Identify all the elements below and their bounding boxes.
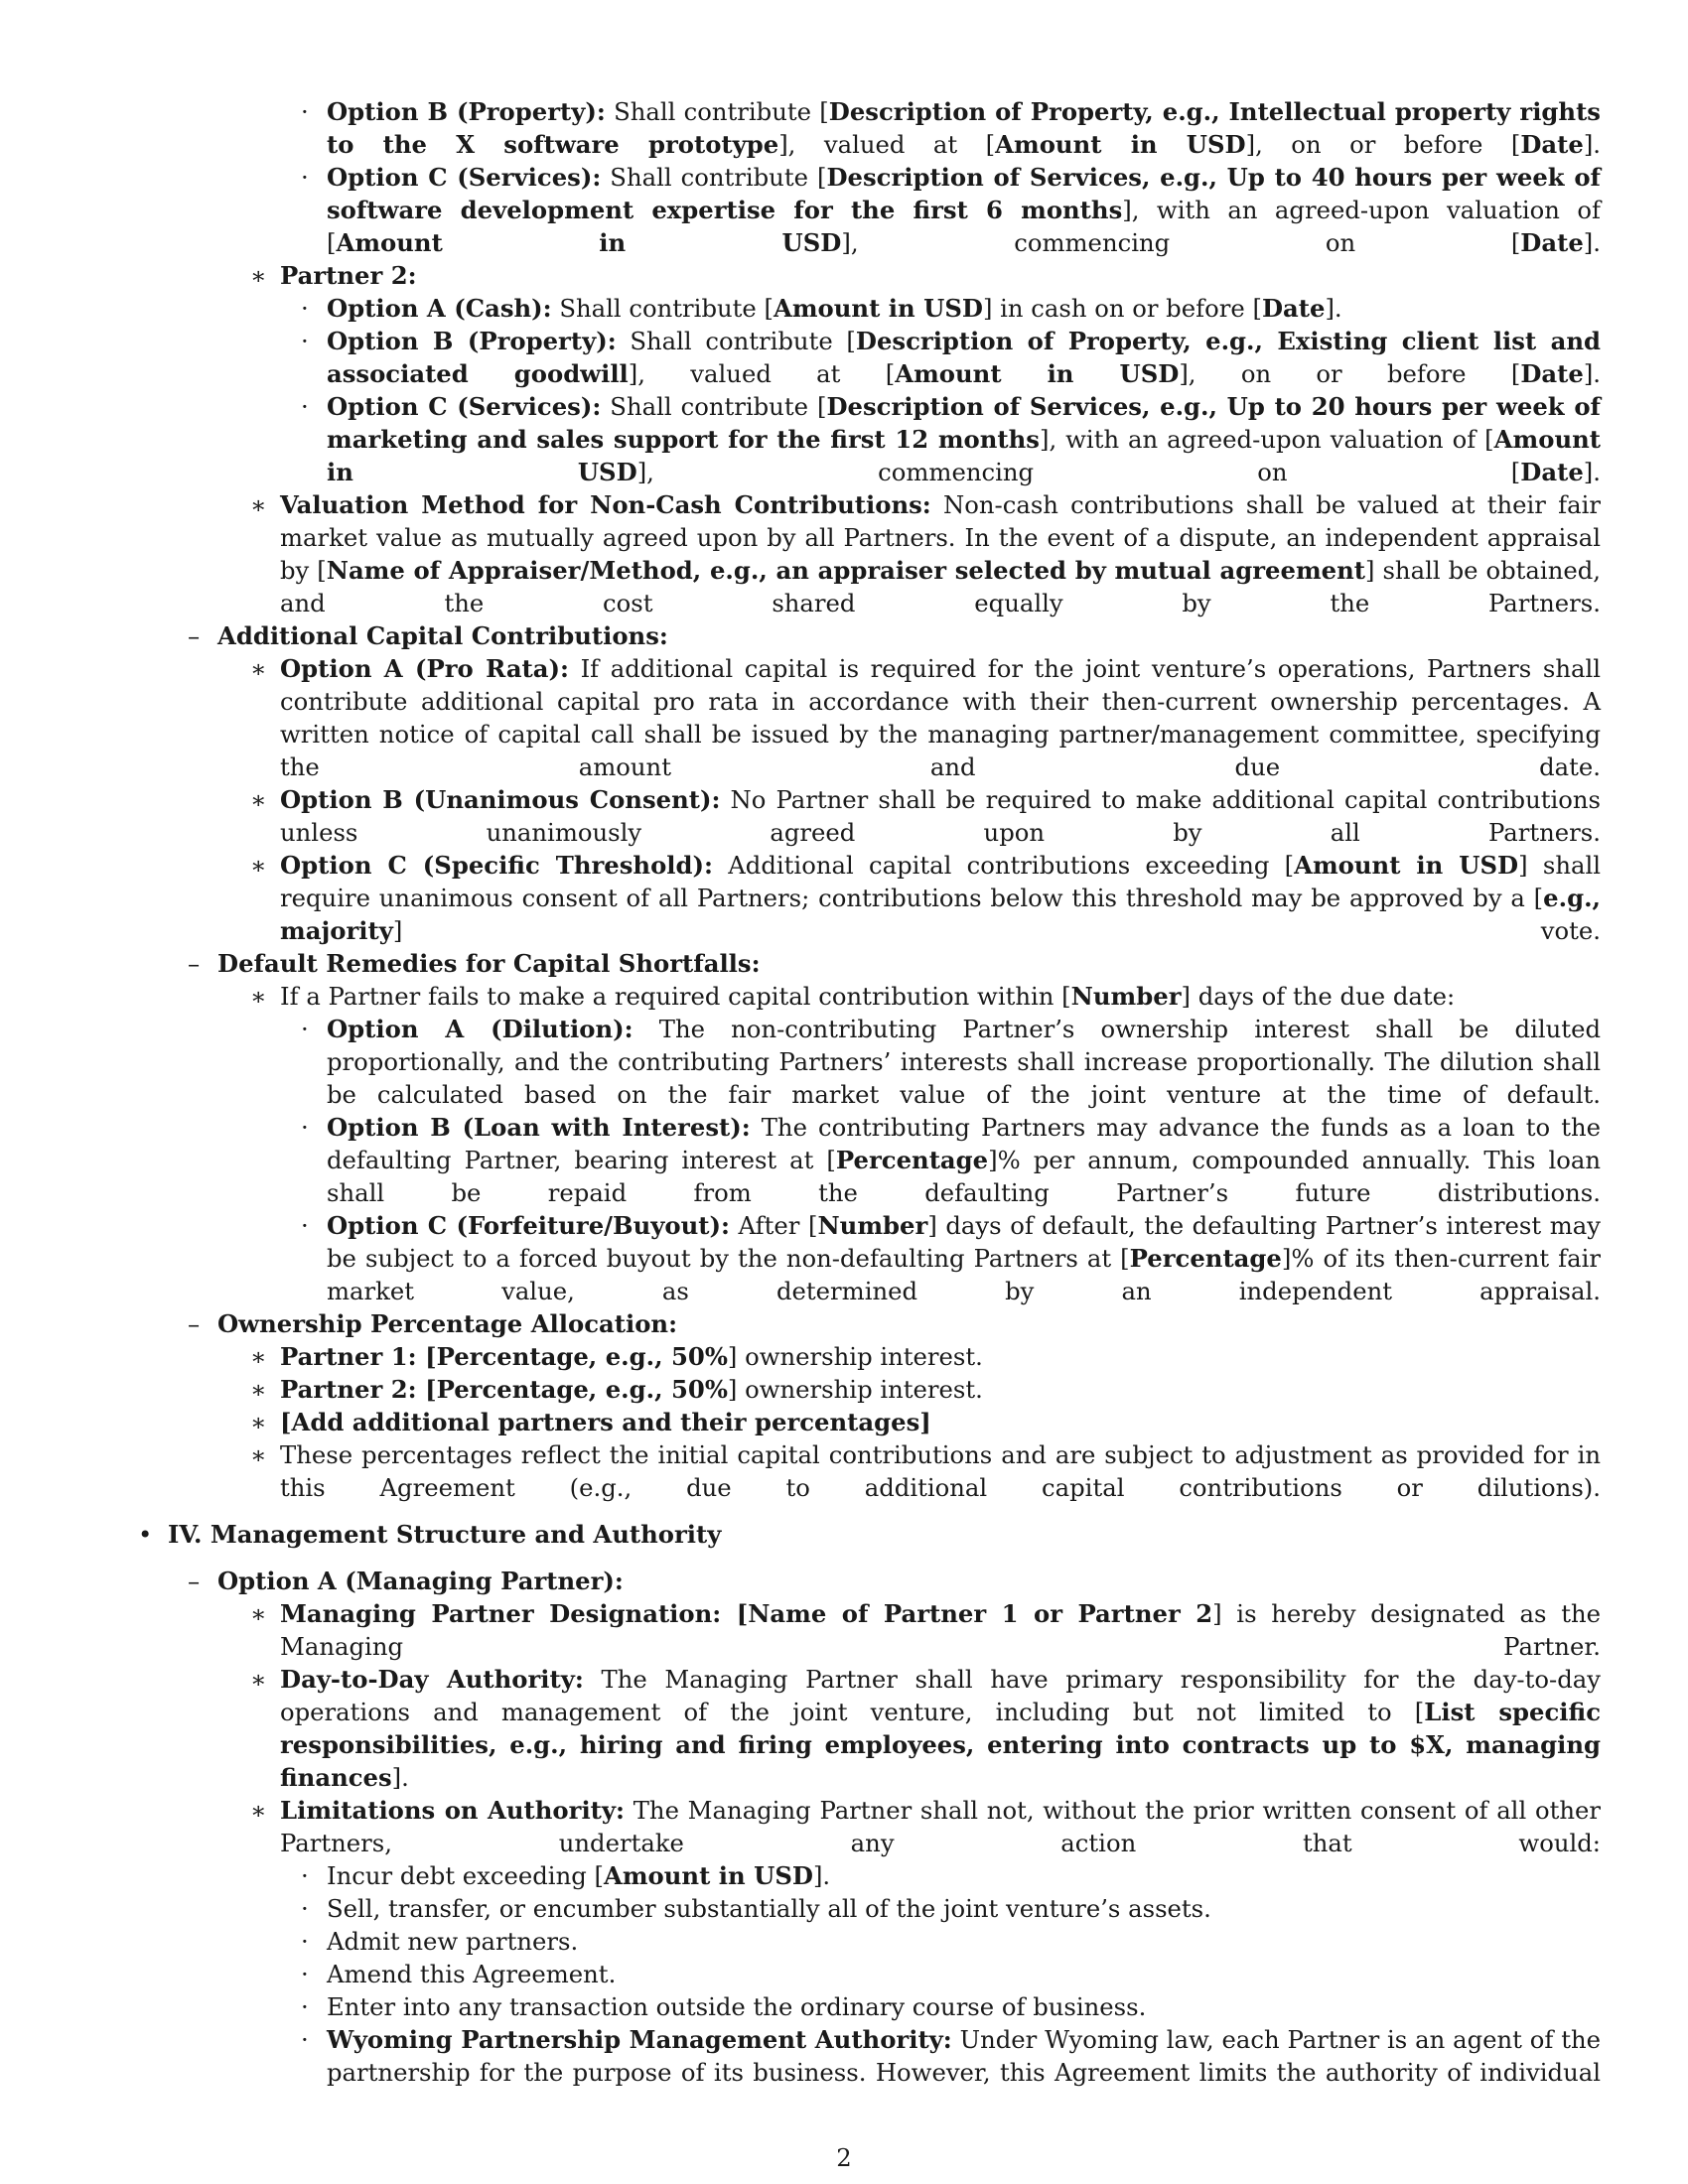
list-item [301, 1209, 1602, 1307]
bullet-dot-icon: · [301, 1015, 309, 1043]
item-text: These percentages reflect the initial capital contributions and are subject to adjustment as provided for in this Agreement (e.g., due to additional capital contributions or dilutions). [280, 1440, 1601, 1502]
bullet-dot-icon: · [301, 1894, 309, 1923]
bullet-asterisk-icon: ∗ [250, 261, 267, 290]
item-placeholder: Date [1520, 458, 1584, 486]
list-item [301, 161, 1602, 259]
bullet-dot-icon: · [301, 327, 309, 355]
list-item [250, 1663, 1601, 1794]
item-label: Option C (Services): [327, 163, 602, 192]
list-item [250, 652, 1601, 783]
list-item [138, 1518, 1601, 1551]
item-text: ] is hereby designated as the Managing Partner. [280, 1599, 1601, 1661]
item-text: ] ownership interest. [727, 1342, 983, 1371]
list-item [250, 980, 1601, 1013]
item-label: Option C (Services): [327, 392, 602, 421]
bullet-asterisk-icon: ∗ [250, 490, 267, 519]
bullet-asterisk-icon: ∗ [250, 1440, 267, 1469]
bullet-dot-icon: · [301, 294, 309, 323]
list-item [301, 2023, 1601, 2089]
list-item [301, 292, 1601, 325]
item-placeholder: Amount in USD [327, 425, 1601, 486]
list-item [250, 783, 1602, 849]
item-label: Option A (Cash): [327, 294, 552, 323]
item-text: The Managing Partner shall have primary responsibility for the day-to-day operations and management of the joint venture, including but not limited to [ [280, 1665, 1601, 1726]
item-label: Partner 1: [Percentage, e.g., 50% [280, 1342, 728, 1371]
item-text: ]. [391, 1763, 409, 1792]
item-text: Sell, transfer, or encumber substantially all of the joint venture’s assets. [327, 1894, 1211, 1923]
bullet-dash-icon: – [188, 621, 201, 650]
list-item [301, 1859, 1601, 1892]
item-label: Option B (Property): [327, 97, 606, 126]
bullet-asterisk-icon: ∗ [250, 1599, 267, 1628]
item-label: Partner 2: [Percentage, e.g., 50% [280, 1375, 728, 1404]
item-text: Non-cash contributions shall be valued at their fair market value as mutually agreed upon by all Partners. In the event of a dispute, an independent appraisal by [ [280, 490, 1602, 585]
item-text: ] shall require unanimous consent of all Partners; contributions below this threshold may be approved by a [ [280, 851, 1601, 912]
item-label: Option A (Pro Rata): [280, 654, 569, 683]
item-text: The non-contributing Partner’s ownership interest shall be diluted proportionally, and the contributing Partners’ interests shall increase proportionally. The dilution shall be calculated based on the fair market value of the joint venture at the time of default. [327, 1015, 1601, 1109]
item-text: ], valued at [ [778, 130, 996, 159]
item-label: Option B (Loan with Interest): [327, 1113, 751, 1142]
bullet-dot-icon: · [301, 1927, 309, 1956]
list-item [301, 1958, 1601, 1990]
list-item [250, 259, 1601, 292]
item-placeholder: Amount in USD [1294, 851, 1519, 880]
item-text: Shall contribute [ [616, 327, 856, 355]
bullet-disc-icon: • [138, 1520, 153, 1549]
item-text: The contributing Partners may advance the funds as a loan to the defaulting Partner, bearing interest at [ [327, 1113, 1601, 1174]
item-placeholder: Date [1261, 294, 1326, 323]
item-placeholder: Description of Property, e.g., Existing client list and associated goodwill [327, 327, 1601, 388]
item-placeholder: List specific responsibilities, e.g., hiring and firing employees, entering into contracts up to $X, managing finances [280, 1698, 1601, 1792]
item-placeholder: Percentage [1129, 1244, 1282, 1273]
list-item [250, 849, 1601, 947]
item-placeholder: Description of Property, e.g., Intellectual property rights to the X software prototype [327, 97, 1601, 159]
item-text: ] in cash on or before [ [982, 294, 1262, 323]
item-text: ], valued at [ [628, 359, 896, 388]
section-heading: Additional Capital Contributions: [217, 621, 668, 650]
list-item [301, 1892, 1601, 1925]
item-placeholder: Amount in USD [336, 228, 842, 257]
item-text: ] days of the due date: [1181, 982, 1456, 1011]
item-text: ]. [1583, 458, 1601, 486]
list-item [188, 947, 1601, 980]
item-text: ] vote. [392, 916, 1601, 945]
item-label: Option B (Unanimous Consent): [280, 785, 721, 814]
item-label: Option B (Property): [327, 327, 617, 355]
page-number: 2 [836, 2143, 852, 2172]
item-text: ]. [1583, 359, 1602, 388]
document-page [0, 95, 1688, 2089]
item-text: ]. [1583, 130, 1602, 159]
item-label: Valuation Method for Non-Cash Contributions: [280, 490, 931, 519]
bullet-asterisk-icon: ∗ [250, 785, 267, 814]
item-label: Wyoming Partnership Management Authority: [327, 2025, 952, 2054]
item-text: ], with an agreed-upon valuation of [ [1039, 425, 1494, 454]
bullet-dot-icon: · [301, 1861, 309, 1890]
item-label: Partner 2: [280, 261, 417, 290]
bullet-dot-icon: · [301, 1211, 309, 1240]
item-text: Amend this Agreement. [327, 1960, 617, 1988]
item-label: Day-to-Day Authority: [280, 1665, 584, 1694]
list-item [250, 1340, 1601, 1373]
item-label: Option C (Forfeiture/Buyout): [327, 1211, 730, 1240]
list-item [301, 1990, 1601, 2023]
list-item [188, 619, 1601, 652]
item-text: Admit new partners. [327, 1927, 579, 1956]
item-label: Option C (Specific Threshold): [280, 851, 713, 880]
bullet-dot-icon: · [301, 1960, 309, 1988]
list-item [250, 488, 1602, 619]
item-text: The Managing Partner shall not, without the prior written consent of all other Partners, undertake any action that would: [280, 1796, 1601, 1857]
item-placeholder: Date [1520, 130, 1584, 159]
item-placeholder: e.g., majority [280, 884, 1601, 945]
bullet-dot-icon: · [301, 2025, 309, 2054]
item-placeholder: Amount in USD [774, 294, 983, 323]
item-label: Limitations on Authority: [280, 1796, 625, 1825]
bullet-dot-icon: · [301, 97, 309, 126]
item-placeholder: Date [1520, 359, 1584, 388]
item-label: Managing Partner Designation: [Name of Partner 1 or Partner 2 [280, 1599, 1213, 1628]
bullet-dot-icon: · [301, 1113, 309, 1142]
list-item [301, 390, 1601, 488]
item-placeholder: Amount in USD [604, 1861, 813, 1890]
bullet-asterisk-icon: ∗ [250, 982, 267, 1011]
item-text: ], commencing on [ [841, 228, 1521, 257]
item-text: If additional capital is required for the joint venture’s operations, Partners shall contribute additional capital pro rata in accordance with their then-current ownership percentages. A written notice of capital call shall be issued by the managing partner/management committee, specifying the amount and due date. [280, 654, 1601, 781]
bullet-asterisk-icon: ∗ [250, 1796, 267, 1825]
item-text: Shall contribute [ [601, 163, 827, 192]
item-text: Shall contribute [ [605, 97, 829, 126]
item-label: Option A (Dilution): [327, 1015, 633, 1043]
item-placeholder: Name of Appraiser/Method, e.g., an appraiser selected by mutual agreement [326, 556, 1366, 585]
item-text: Additional capital contributions exceeding [ [712, 851, 1295, 880]
item-placeholder: Percentage [835, 1146, 989, 1174]
bullet-dot-icon: · [301, 163, 309, 192]
section-heading: Ownership Percentage Allocation: [217, 1309, 678, 1338]
item-text: ]% per annum, compounded annually. This loan shall be repaid from the defaulting Partner’s future distributions. [327, 1146, 1601, 1207]
list-item [250, 1794, 1601, 1859]
section-heading: Default Remedies for Capital Shortfalls: [217, 949, 761, 978]
bullet-asterisk-icon: ∗ [250, 1665, 267, 1694]
bullet-dash-icon: – [188, 1309, 201, 1338]
list-item [301, 325, 1602, 390]
list-item [301, 95, 1602, 161]
item-text: After [ [729, 1211, 818, 1240]
list-item [188, 1307, 1601, 1340]
item-text: ] ownership interest. [727, 1375, 983, 1404]
list-item [301, 1013, 1601, 1111]
item-text: ], on or before [ [1245, 130, 1521, 159]
item-placeholder: Date [1520, 228, 1584, 257]
bullet-dash-icon: – [188, 949, 201, 978]
item-placeholder: Amount in USD [895, 359, 1180, 388]
item-text: Shall contribute [ [551, 294, 774, 323]
bullet-asterisk-icon: ∗ [250, 851, 267, 880]
list-item [250, 1406, 1601, 1438]
item-text: ] shall be obtained, and the cost shared equally by the Partners. [280, 556, 1601, 617]
bullet-dash-icon: – [188, 1567, 201, 1595]
item-placeholder: Amount in USD [995, 130, 1246, 159]
item-text: Enter into any transaction outside the ordinary course of business. [327, 1992, 1147, 2021]
item-text: ], on or before [ [1179, 359, 1521, 388]
item-placeholder: Description of Services, e.g., Up to 20 hours per week of marketing and sales support for the first 12 months [327, 392, 1601, 454]
item-text: If a Partner fails to make a required capital contribution within [ [280, 982, 1071, 1011]
item-text: Under Wyoming law, each Partner is an agent of the partnership for the purpose of its business. However, this Agreement limits the authority of individual [327, 2025, 1601, 2087]
item-text: ]. [1325, 294, 1342, 323]
list-item [250, 1597, 1601, 1663]
list-item [250, 1373, 1601, 1406]
item-placeholder: Description of Services, e.g., Up to 40 hours per week of software development expertise for the first 6 months [327, 163, 1601, 224]
list-item [301, 1111, 1601, 1209]
list-item [188, 1565, 1601, 1597]
item-placeholder: Number [1070, 982, 1182, 1011]
bullet-asterisk-icon: ∗ [250, 654, 267, 683]
item-text: ]. [812, 1861, 831, 1890]
item-text: Shall contribute [ [601, 392, 827, 421]
item-text: No Partner shall be required to make additional capital contributions unless unanimously agreed upon by all Partners. [280, 785, 1602, 847]
item-placeholder: [Add additional partners and their percentages] [280, 1408, 931, 1436]
item-placeholder: Number [817, 1211, 928, 1240]
item-text: Incur debt exceeding [ [327, 1861, 604, 1890]
item-text: ]% of its then-current fair market value, as determined by an independent appraisal. [327, 1244, 1602, 1305]
item-text: ]. [1583, 228, 1601, 257]
bullet-asterisk-icon: ∗ [250, 1408, 267, 1436]
item-text: ], commencing on [ [636, 458, 1521, 486]
item-text: ], with an agreed-upon valuation of [ [327, 196, 1602, 257]
bullet-dot-icon: · [301, 392, 309, 421]
list-item [301, 1925, 1601, 1958]
bullet-asterisk-icon: ∗ [250, 1375, 267, 1404]
bullet-asterisk-icon: ∗ [250, 1342, 267, 1371]
section-title: IV. Management Structure and Authority [168, 1520, 722, 1549]
list-item [250, 1438, 1601, 1504]
item-text: ] days of default, the defaulting Partner’s interest may be subject to a forced buyout by the non-defaulting Partners at [ [327, 1211, 1602, 1273]
section-heading: Option A (Managing Partner): [217, 1567, 624, 1595]
bullet-dot-icon: · [301, 1992, 309, 2021]
